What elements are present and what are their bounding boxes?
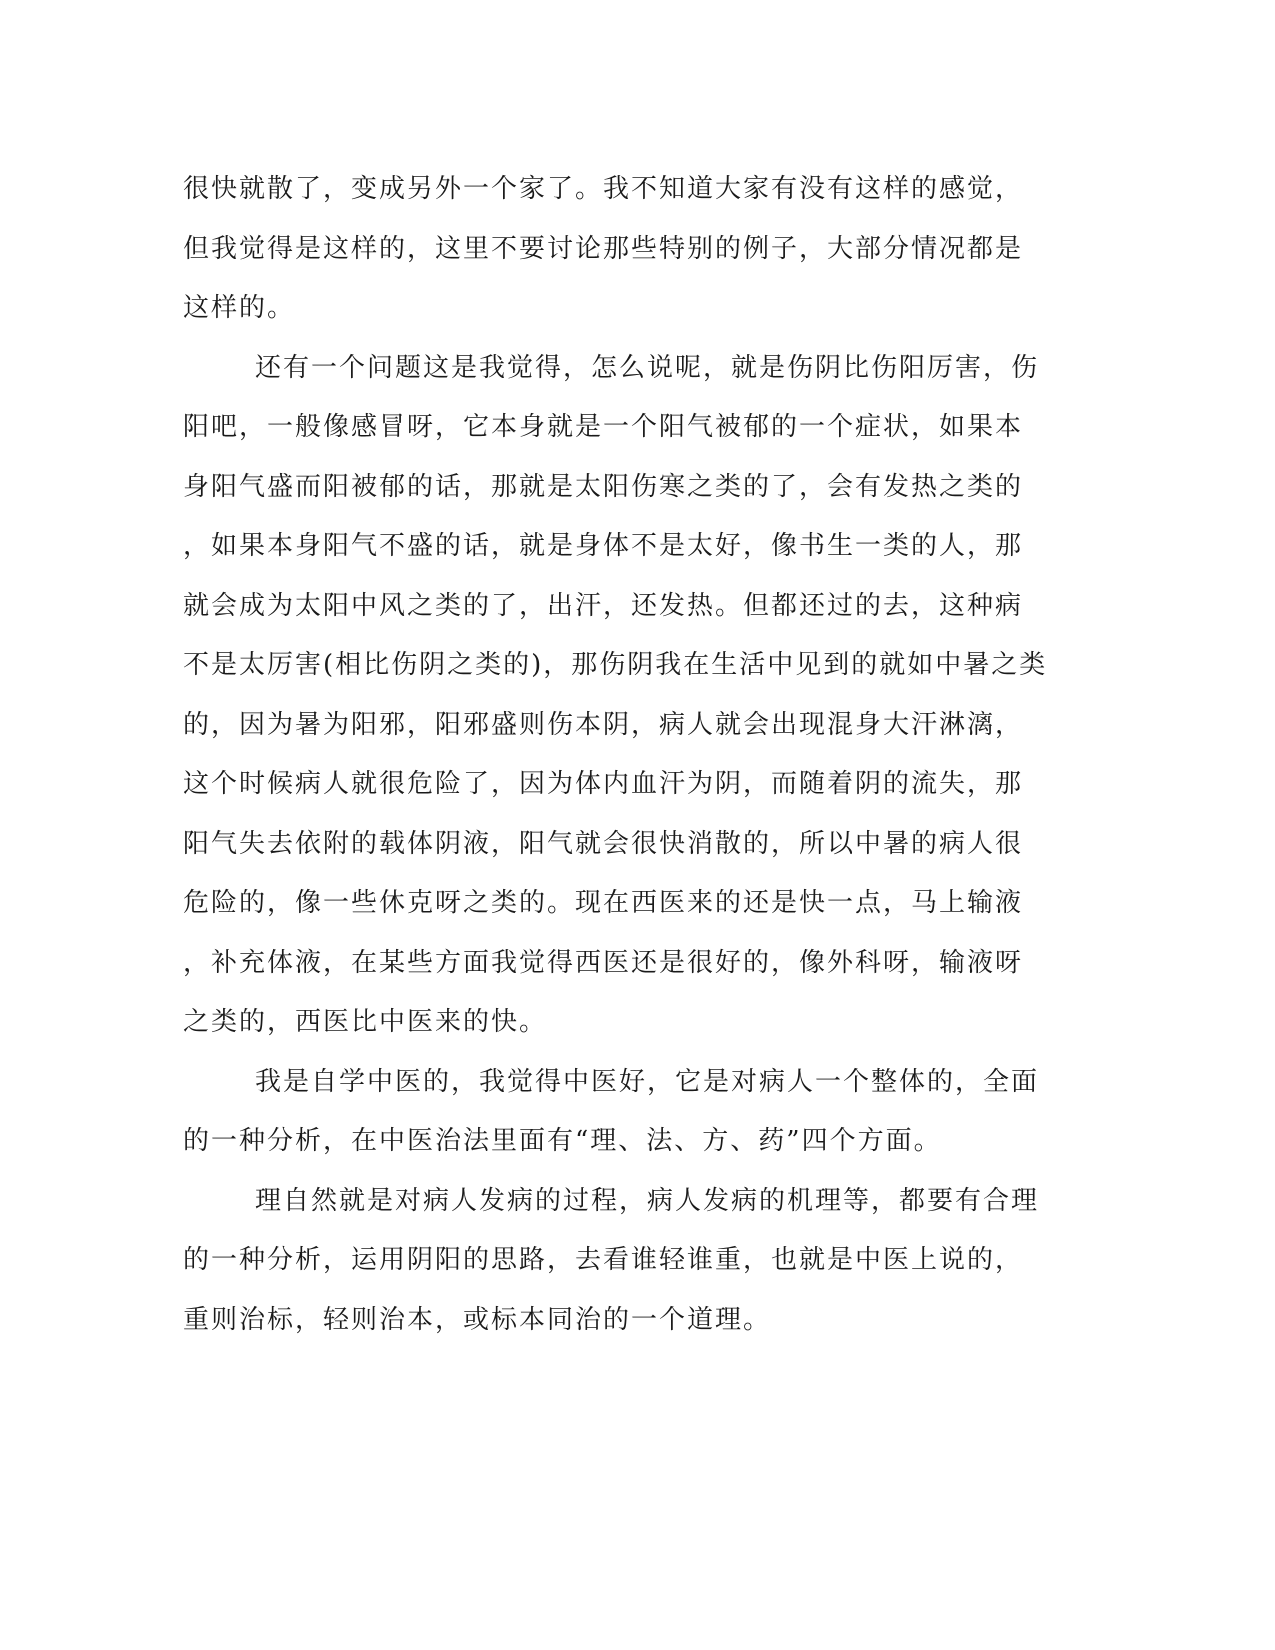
text-line: 阳吧，一般像感冒呀，它本身就是一个阳气被郁的一个症状，如果本 xyxy=(183,412,1024,442)
text-line: 身阳气盛而阳被郁的话，那就是太阳伤寒之类的了，会有发热之类的 xyxy=(183,471,1024,502)
text-line: 就会成为太阳中风之类的了，出汗，还发热。但都还过的去，这种病 xyxy=(183,590,1024,621)
text-line: 但我觉得是这样的，这里不要讨论那些特别的例子，大部分情况都是 xyxy=(183,233,1024,264)
text-line: 重则治标，轻则治本，或标本同治的一个道理。 xyxy=(183,1304,772,1335)
text-line: 的一种分析，运用阴阳的思路，去看谁轻谁重，也就是中医上说的， xyxy=(183,1245,1024,1275)
text-line: 很快就散了，变成另外一个家了。我不知道大家有没有这样的感觉， xyxy=(183,174,1024,204)
text-line: 还有一个问题这是我觉得，怎么说呢，就是伤阴比伤阳厉害，伤 xyxy=(255,352,1040,383)
text-line: 之类的，西医比中医来的快。 xyxy=(183,1007,548,1037)
text-line: 阳气失去依附的载体阴液，阳气就会很快消散的，所以中暑的病人很 xyxy=(183,828,1024,859)
text-line: 我是自学中医的，我觉得中医好，它是对病人一个整体的，全面 xyxy=(255,1066,1040,1097)
body-text xyxy=(183,160,1048,1350)
text-line: 的一种分析，在中医治法里面有“理、法、方、药”四个方面。 xyxy=(183,1126,942,1156)
text-line: 不是太厉害(相比伤阴之类的)，那伤阴我在生活中见到的就如中暑之类 xyxy=(183,650,1048,680)
text-line: 危险的，像一些休克呀之类的。现在西医来的还是快一点，马上输液 xyxy=(183,888,1024,918)
text-line: 这个时候病人就很危险了，因为体内血汗为阴，而随着阴的流失，那 xyxy=(183,769,1024,799)
text-line: 这样的。 xyxy=(183,293,296,323)
text-line: 的，因为暑为阳邪，阳邪盛则伤本阴，病人就会出现混身大汗淋漓， xyxy=(183,709,1024,740)
text-line: ，如果本身阳气不盛的话，就是身体不是太好，像书生一类的人，那 xyxy=(183,531,1024,561)
text-line: 理自然就是对病人发病的过程，病人发病的机理等，都要有合理 xyxy=(255,1185,1040,1216)
text-line: ，补充体液，在某些方面我觉得西医还是很好的，像外科呀，输液呀 xyxy=(183,947,1024,978)
